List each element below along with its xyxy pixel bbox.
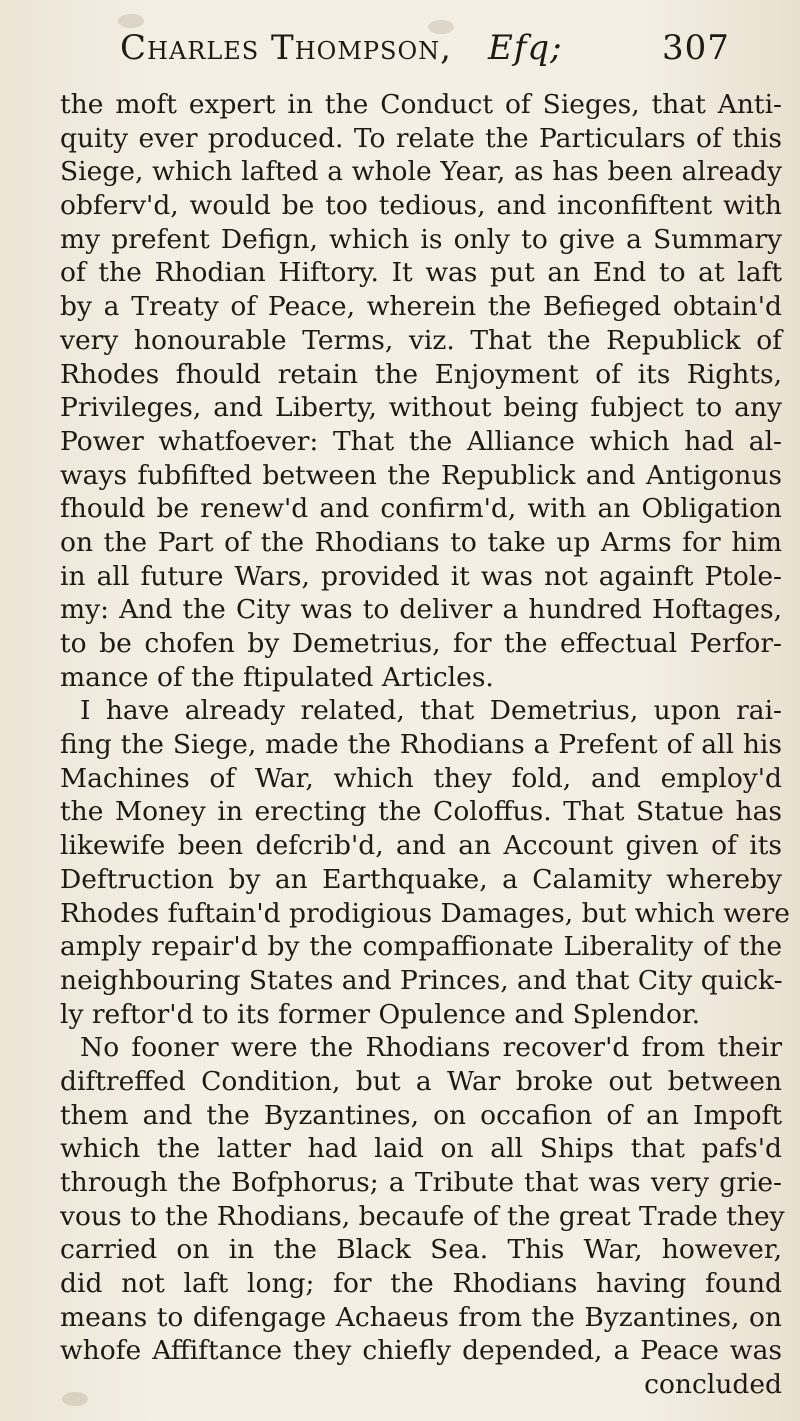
paragraph-start-line: I have already related, that Demetrius, upon rai- [80, 695, 782, 727]
text-line: of the Rhodian Hiftory. It was put an End to at laft [60, 257, 782, 289]
text-line: amply repair'd by the compaffionate Liberality of the [60, 931, 782, 963]
text-line: Machines of War, which they fold, and employ'd [60, 762, 782, 794]
text-line: in all future Wars, provided it was not againft Ptole- [60, 560, 782, 592]
text-line: Siege, which lafted a whole Year, as has been already [60, 156, 782, 188]
ink-spot [118, 14, 144, 28]
text-line: Power whatfoever: That the Alliance which had al- [60, 425, 782, 457]
running-head-title: Charles Thompson, [120, 28, 452, 68]
text-line: whofe Affiftance they chiefly depended, a Peace was [60, 1335, 782, 1367]
text-line: carried on in the Black Sea. This War, however, [60, 1234, 782, 1266]
running-head [120, 28, 770, 88]
paragraph-start-line: No fooner were the Rhodians recover'd from their [80, 1032, 782, 1064]
text-line: neighbouring States and Princes, and that City quick- [60, 964, 783, 996]
text-line: vous to the Rhodians, becaufe of the great Trade they [60, 1200, 785, 1232]
text-line: Privileges, and Liberty, without being fubject to any [60, 392, 782, 424]
text-line: the moft expert in the Conduct of Sieges, that Anti- [60, 89, 782, 120]
text-line: quity ever produced. To relate the Particulars of this [60, 122, 782, 154]
text-line: by a Treaty of Peace, wherein the Befieged obtain'd [60, 291, 782, 323]
page-number: 307 [662, 28, 730, 68]
text-line: diftreffed Condition, but a War broke out between [60, 1065, 782, 1097]
text-line: very honourable Terms, viz. That the Republick of [60, 324, 782, 356]
text-line: obferv'd, would be too tedious, and inconfiftent with [60, 190, 782, 222]
text-line: ways fubfifted between the Republick and Antigonus [60, 459, 782, 491]
text-line: means to difengage Achaeus from the Byzantines, on [60, 1301, 782, 1333]
text-line: mance of the ftipulated Articles. [60, 661, 494, 693]
text-line: the Money in erecting the Coloffus. That Statue has [60, 796, 782, 828]
text-line: through the Bofphorus; a Tribute that was very grie- [60, 1167, 782, 1198]
catchword: concluded [644, 1369, 782, 1401]
body-text [60, 88, 790, 1402]
text-line: fing the Siege, made the Rhodians a Prefent of all his [60, 729, 782, 761]
running-head-designation: Efq; [488, 28, 563, 68]
text-line: Deftruction by an Earthquake, a Calamity whereby [60, 863, 782, 895]
text-line: them and the Byzantines, on occafion of an Impoft [60, 1099, 782, 1131]
text-line: my prefent Defign, which is only to give a Summary [60, 223, 782, 255]
text-line: ly reftor'd to its former Opulence and Splendor. [60, 998, 701, 1030]
text-line: fhould be renew'd and confirm'd, with an Obligation [60, 493, 782, 525]
text-line: Rhodes fuftain'd prodigious Damages, but which were [60, 897, 790, 929]
text-line: did not laft long; for the Rhodians having found [60, 1268, 782, 1300]
text-line: likewife been defcrib'd, and an Account given of its [60, 830, 782, 862]
text-line: my: And the City was to deliver a hundred Hoftages, [60, 594, 782, 626]
text-line: Rhodes fhould retain the Enjoyment of its Rights, [60, 358, 782, 390]
text-line: which the latter had laid on all Ships that pafs'd [60, 1133, 782, 1165]
text-line: to be chofen by Demetrius, for the effectual Perfor- [60, 628, 782, 659]
text-line: on the Part of the Rhodians to take up Arms for him [60, 526, 782, 558]
